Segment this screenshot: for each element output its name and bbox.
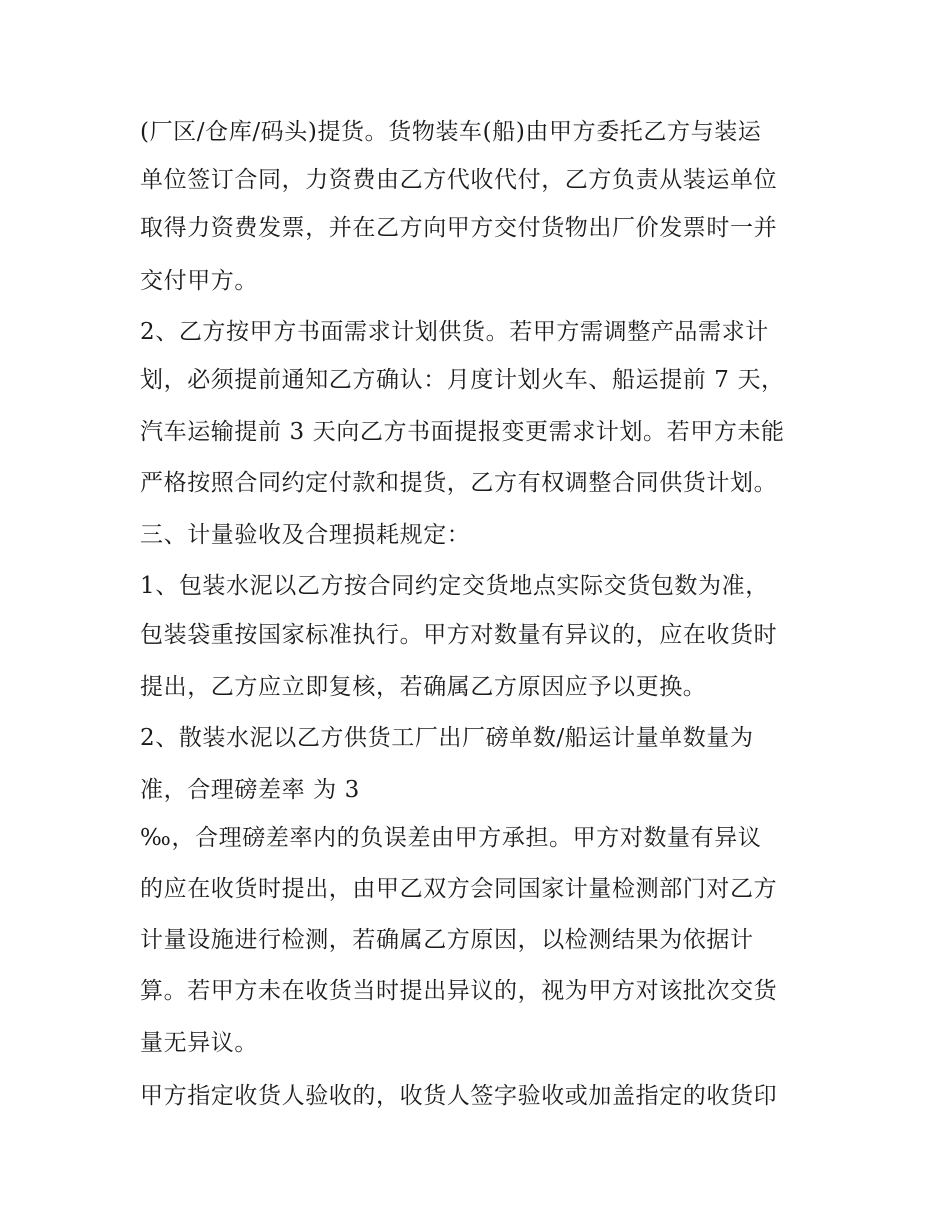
text-line: 2、乙方按甲方书面需求计划供货。若甲方需调整产品需求计: [140, 319, 769, 345]
text-line: 量无异议。: [140, 1030, 258, 1056]
text-line: 交付甲方。: [140, 268, 258, 294]
text-line: 单位签订合同，力资费由乙方代收代付，乙方负责从装运单位: [140, 167, 778, 193]
text-line: 1、包装水泥以乙方按合同约定交货地点实际交货包数为准，: [140, 573, 769, 599]
text-line: ‰，合理磅差率内的负误差由甲方承担。甲方对数量有异议: [140, 825, 762, 851]
text-line: 提出，乙方应立即复核，若确属乙方原因应予以更换。: [140, 674, 707, 700]
text-line: 划，必须提前通知乙方确认：月度计划火车、船运提前 7 天，: [140, 367, 785, 393]
text-line: (厂区/仓库/码头)提货。货物装车(船)由甲方委托乙方与装运: [140, 119, 762, 145]
text-line: 算。若甲方未在收货当时提出异议的，视为甲方对该批次交货: [140, 978, 778, 1004]
text-line: 甲方指定收货人验收的，收货人签字验收或加盖指定的收货印: [140, 1083, 778, 1109]
text-line: 严格按照合同约定付款和提货，乙方有权调整合同供货计划。: [140, 470, 778, 496]
text-line: 2、散装水泥以乙方供货工厂出厂磅单数/船运计量单数量为: [140, 725, 754, 751]
text-line: 计量设施进行检测，若确属乙方原因，以检测结果为依据计: [140, 927, 754, 953]
text-line: 取得力资费发票，并在乙方向甲方交付货物出厂价发票时一并: [140, 215, 778, 241]
section-heading: 三、计量验收及合理损耗规定：: [140, 522, 471, 548]
text-line: 的应在收货时提出，由甲乙双方会同国家计量检测部门对乙方: [140, 876, 778, 902]
text-line: 包装袋重按国家标准执行。甲方对数量有异议的，应在收货时: [140, 622, 778, 648]
text-line: 准，合理磅差率 为 3: [140, 777, 360, 803]
text-line: 汽车运输提前 3 天向乙方书面提报变更需求计划。若甲方未能: [140, 419, 785, 445]
